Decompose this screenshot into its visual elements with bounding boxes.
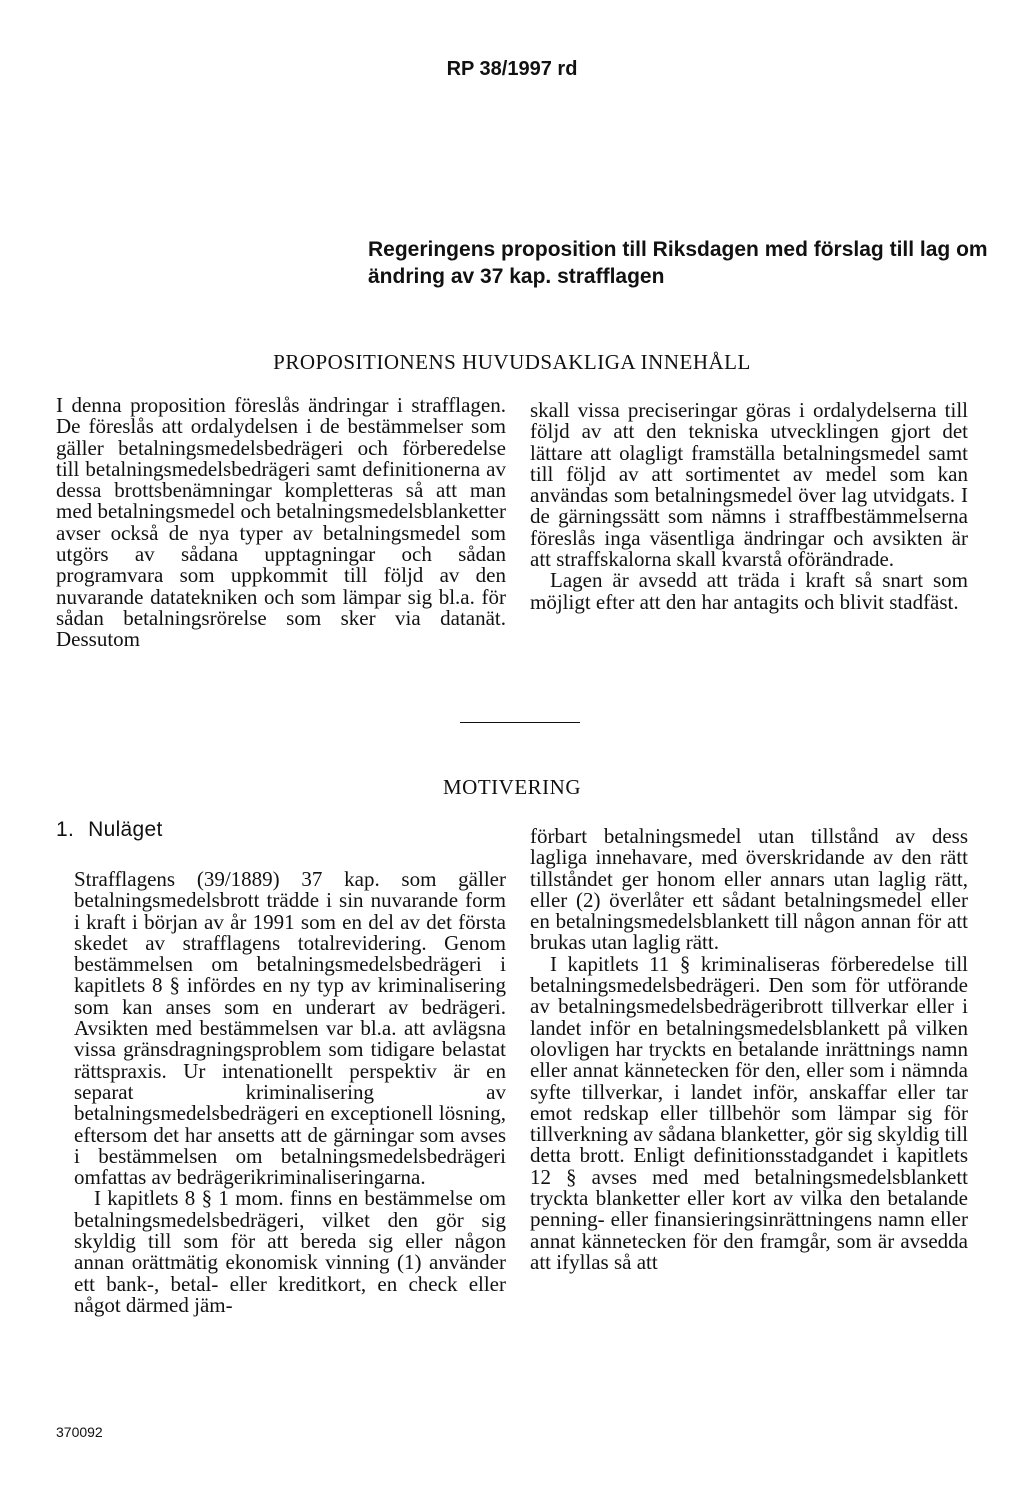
motivering-right-column (530, 826, 968, 1273)
motivering-right-paragraph-1: förbart betalningsmedel utan tillstånd av dess lagliga innehavare, med överskridande av den rätt tillståndet ger honom eller annars utan laglig rätt, eller (2) överlåter ett sådant betalningsmedel eller en betalningsmedelsblankett till någon annan för att brukas utan laglig rätt. (530, 824, 968, 955)
motivering-left-paragraph-1: Strafflagens (39/1889) 37 kap. som gäller betalningsmedelsbrott trädde i sin nuvarande form i kraft i början av år 1991 som en del av det första skedet av strafflagens totalrevidering. Genom bestämmelsen om betalningsmedelsbedrägeri i kapitlets 8 § infördes en ny typ av kriminalisering som kan anses som en underart av bedrägeri. Avsikten med bestämmelsen var bl.a. att avlägsna vissa gränsdragningsproblem som tidigare belastat rättspraxis. Ur intenationellt perspektiv är en separat kriminalisering av betalningsmedelsbedrägeri en exceptionell lösning, eftersom det har ansetts att de gärningar som avses i bestämmelsen om betalningsmedelsbedrägeri omfattas av bedrägerikriminaliseringarna. (74, 867, 506, 1190)
motivering-left-paragraph-2: I kapitlets 8 § 1 mom. finns en bestämmelse om betalningsmedelsbedrägeri, vilket den gör sig skyldig till som för att bereda sig eller någon annan orättmätig ekonomisk vinning (1) använder ett bank-, betal- eller kreditkort, en check eller något därmed jäm- (74, 1186, 506, 1317)
chapter-title: Nuläget (88, 818, 163, 841)
document-title: Regeringens proposition till Riksdagen med förslag till lag om ändring av 37 kap. strafflagen (368, 238, 988, 288)
chapter-heading (56, 818, 163, 842)
motivering-heading: MOTIVERING (443, 775, 581, 799)
summary-right-column (530, 400, 968, 613)
motivering-left-column (74, 869, 506, 1316)
summary-left-paragraph: I denna proposition föreslås ändringar i strafflagen. De föreslås att ordalydelsen i de bestämmelser som gäller betalningsmedelsbedrägeri och förberedelse till betalningsmedelsbedrägeri samt definitionerna av dessa brottsbenämningar kompletteras så att man med betalningsmedel och betalningsmedelsblanketter avser också de nya typer av betalningsmedel som utgörs av sådana upptagningar och sådan programvara som uppkommit till följd av den nuvarande datatekniken och som lämpar sig bl.a. för sådan betalningsrörelse som sker via datanät. Dessutom (56, 393, 506, 652)
summary-left-column (56, 395, 506, 651)
motivering-right-paragraph-2: I kapitlets 11 § kriminaliseras förberedelse till betalningsmedelsbedrägeri. Den som för utförande av betalningsmedelsbedrägeribrott tillverkar eller i landet inför en betalningsmedelsblankett på vilken olovligen har tryckts en betalande inrättnings namn eller annat kännetecken för den, eller som i nämnda syfte tillverkar, i landet inför, anskaffar eller tar emot redskap eller tillbehör som lämpar sig för tillverkning av sådana blanketter, gör sig skyldig till detta brott. Enligt definitionsstadgandet i kapitlets 12 § avses med med betalningsmedelsblankett tryckta blanketter eller kort av vilka den betalande penning- eller finansieringsinrättningens namn eller annat kännetecken för den framgår, som är avsedda att ifyllas så att (530, 951, 968, 1274)
page-code: 370092 (56, 1424, 103, 1440)
section-divider (460, 722, 580, 723)
chapter-number: 1. (56, 818, 75, 841)
running-head: RP 38/1997 rd (446, 58, 578, 80)
summary-heading: PROPOSITIONENS HUVUDSAKLIGA INNEHÅLL (273, 350, 751, 374)
summary-right-paragraph-2: Lagen är avsedd att träda i kraft så snart som möjligt efter att den har antagits och blivit stadfäst. (530, 568, 968, 614)
summary-right-paragraph-1: skall vissa preciseringar göras i ordalydelserna till följd av att den tekniska utvecklingen gjort det lättare att olagligt framställa betalningsmedel samt till följd av att sortimentet av medel som kan användas som betalningsmedel över lag utvidgats. I de gärningssätt som nämns i straffbestämmelserna föreslås inga väsentliga ändringar och avsikten är att straffskalorna skall kvarstå oförändrade. (530, 398, 968, 572)
